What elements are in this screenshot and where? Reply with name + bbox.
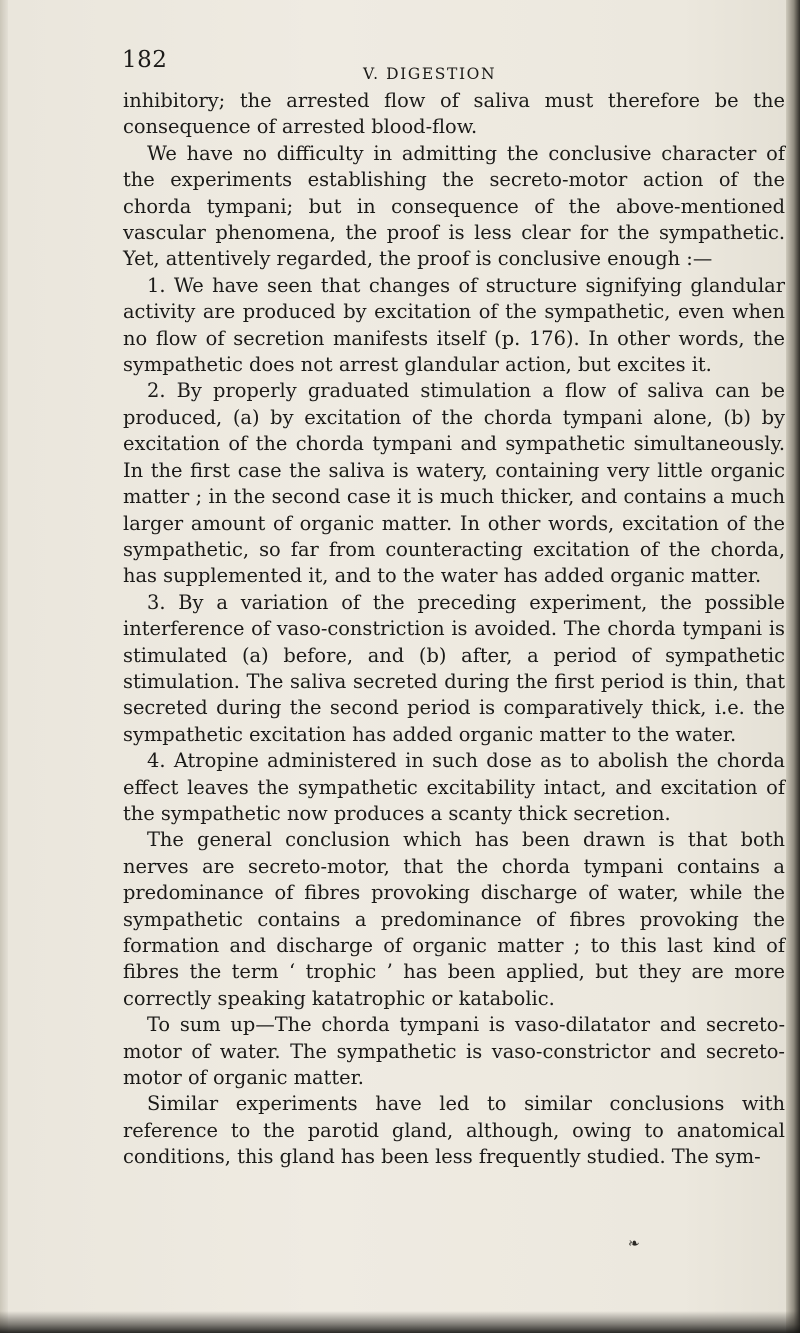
- page-right-edge: [786, 0, 800, 1333]
- paragraph-continuation: inhibitory; the arrested flow of saliva must therefore be the consequence of arrested blood-flow.: [123, 89, 785, 139]
- body-text: [123, 88, 785, 1171]
- page-header: [122, 47, 782, 87]
- paragraph-parotid: Similar experiments have led to similar conclusions with reference to the parotid gland, although, owing to anatomical conditions, this gland has been less frequently studied. The sym-: [123, 1092, 785, 1169]
- paragraph-point-3: 3. By a variation of the preceding experiment, the possible interference of vaso-constriction is avoided. The chorda tympani is stimulated (a) before, and (b) after, a period of sympathetic stimulation. The saliva secreted during the first period is thin, that secreted during the second period is comparatively thick, i.e. the sympathetic excitation has added organic matter to the water.: [123, 590, 785, 746]
- page-left-edge: [0, 0, 8, 1333]
- page-number: 182: [122, 47, 168, 73]
- paragraph-general-conclusion: The general conclusion which has been drawn is that both nerves are secreto-motor, that the chorda tympani contains a predominance of fibres provoking discharge of water, while the sympathetic contains a predominance of fibres provoking the formation and discharge of organic matter ; to this last kind of fibres the term ‘ trophic ’ has been applied, but they are more correctly speaking katatrophic or katabolic.: [123, 828, 785, 1010]
- paragraph-point-1: 1. We have seen that changes of structure signifying glandular activity are produced by excitation of the sympathetic, even when no flow of secretion manifests itself (p. 176). In other words, the sympathetic does not arrest glandular action, but excites it.: [123, 273, 785, 377]
- paragraph-intro: We have no difficulty in admitting the conclusive character of the experiments establishing the secreto-motor action of the chorda tympani; but in consequence of the above-mentioned vascular phenomena, the proof is less clear for the sympathetic. Yet, attentively regarded, the proof is conclusive enough :—: [123, 141, 785, 271]
- page-bottom-shadow: [0, 1311, 800, 1333]
- paragraph-summary: To sum up—The chorda tympani is vaso-dilatator and secreto-motor of water. The sympathetic is vaso-constrictor and secreto-motor of organic matter.: [123, 1013, 785, 1090]
- paragraph-point-2: 2. By properly graduated stimulation a flow of saliva can be produced, (a) by excitation of the chorda tympani alone, (b) by excitation of the chorda tympani and sympathetic simultaneously. In the first case the saliva is watery, containing very little organic matter ; in the second case it is much thicker, and contains a much larger amount of organic matter. In other words, excitation of the sympathetic, so far from counteracting excitation of the chorda, has supplemented it, and to the water has added organic matter.: [123, 379, 785, 588]
- paragraph-point-4: 4. Atropine administered in such dose as to abolish the chorda effect leaves the sympathetic excitability intact, and excitation of the sympathetic now produces a scanty thick secretion.: [123, 749, 785, 825]
- printer-ornament: ❧: [628, 1236, 640, 1252]
- running-title: V. DIGESTION: [363, 65, 497, 83]
